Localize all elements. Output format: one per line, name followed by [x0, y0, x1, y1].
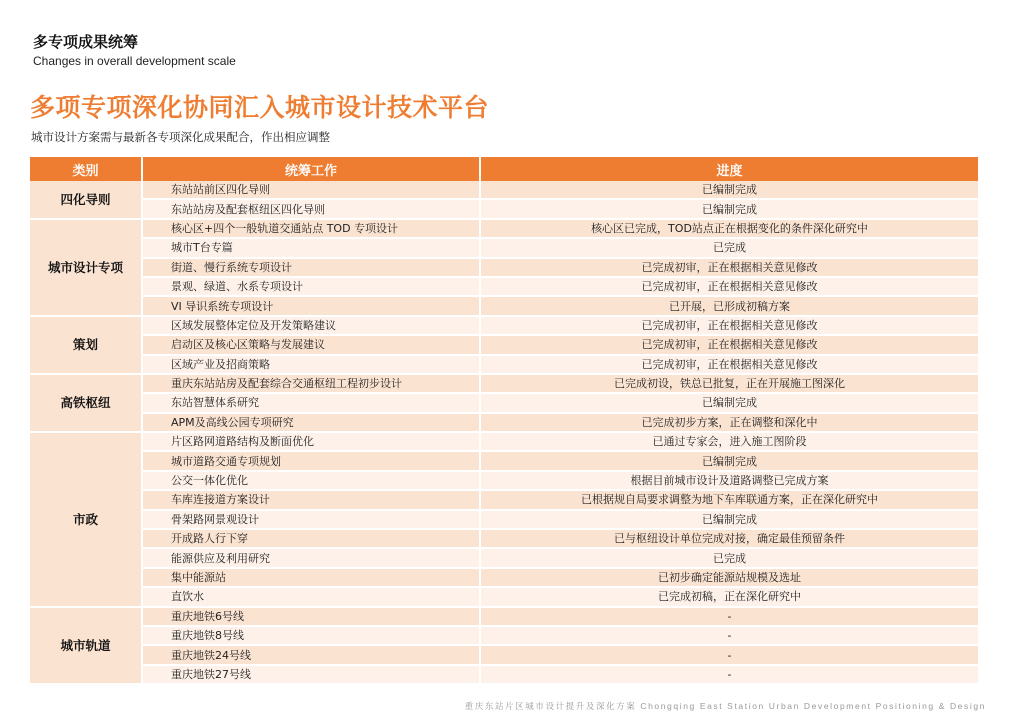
work-cell: APM及高线公园专项研究	[142, 413, 480, 432]
table-row	[30, 607, 978, 626]
work-cell: 东站智慧体系研究	[142, 393, 480, 412]
table-row	[30, 296, 978, 315]
work-cell: 街道、慢行系统专项设计	[142, 258, 480, 277]
table-row	[30, 587, 978, 606]
progress-cell: 根据目前城市设计及道路调整已完成方案	[480, 471, 978, 490]
table-row	[30, 181, 978, 199]
table-row	[30, 626, 978, 645]
column-header-progress: 进度	[480, 157, 978, 181]
category-cell: 市政	[30, 432, 142, 607]
work-cell: 城市T台专篇	[142, 238, 480, 257]
work-cell: 车库连接道方案设计	[142, 490, 480, 509]
table-row	[30, 277, 978, 296]
progress-cell: 已完成初审，正在根据相关意见修改	[480, 355, 978, 374]
table-row	[30, 355, 978, 374]
work-cell: 启动区及核心区策略与发展建议	[142, 335, 480, 354]
table-row	[30, 335, 978, 354]
progress-cell: 已完成初步方案，正在调整和深化中	[480, 413, 978, 432]
progress-cell: 已完成初审，正在根据相关意见修改	[480, 277, 978, 296]
work-cell: 重庆地铁6号线	[142, 607, 480, 626]
work-cell: 公交一体化优化	[142, 471, 480, 490]
table-row	[30, 451, 978, 470]
table-row	[30, 548, 978, 567]
progress-cell: 已初步确定能源站规模及选址	[480, 568, 978, 587]
progress-cell: 已根据规自局要求调整为地下车库联通方案，正在深化研究中	[480, 490, 978, 509]
work-cell: 集中能源站	[142, 568, 480, 587]
work-cell: 片区路网道路结构及断面优化	[142, 432, 480, 451]
work-cell: 核心区+四个一般轨道交通站点 TOD 专项设计	[142, 219, 480, 238]
work-cell: 区域产业及招商策略	[142, 355, 480, 374]
progress-cell: 已完成初审，正在根据相关意见修改	[480, 316, 978, 335]
table-row	[30, 645, 978, 664]
work-cell: 景观、绿道、水系专项设计	[142, 277, 480, 296]
work-cell: VI 导识系统专项设计	[142, 296, 480, 315]
footer-caption: 重庆东站片区城市设计提升及深化方案 Chongqing East Station Urban Development Positioning & Design	[464, 701, 986, 711]
progress-cell: 已编制完成	[480, 181, 978, 199]
work-cell: 区域发展整体定位及开发策略建议	[142, 316, 480, 335]
category-cell: 城市轨道	[30, 607, 142, 685]
work-cell: 重庆地铁24号线	[142, 645, 480, 664]
table-row	[30, 219, 978, 238]
section-subtitle-en: Changes in overall development scale	[33, 54, 236, 68]
progress-cell: 已完成	[480, 238, 978, 257]
progress-cell: 已与枢纽设计单位完成对接，确定最佳预留条件	[480, 529, 978, 548]
progress-cell: 已完成初设，铁总已批复，正在开展施工图深化	[480, 374, 978, 393]
table-body	[30, 181, 978, 684]
table-row	[30, 529, 978, 548]
category-cell: 高铁枢纽	[30, 374, 142, 432]
progress-cell: -	[480, 665, 978, 684]
work-cell: 东站站房及配套枢纽区四化导则	[142, 199, 480, 218]
work-cell: 骨架路网景观设计	[142, 510, 480, 529]
progress-cell: 已完成初审，正在根据相关意见修改	[480, 258, 978, 277]
progress-cell: 已编制完成	[480, 199, 978, 218]
subtitle: 城市设计方案需与最新各专项深化成果配合，作出相应调整	[31, 130, 330, 144]
progress-cell: -	[480, 626, 978, 645]
column-header-work: 统筹工作	[142, 157, 480, 181]
table-row	[30, 471, 978, 490]
progress-cell: 已通过专家会，进入施工图阶段	[480, 432, 978, 451]
category-cell: 策划	[30, 316, 142, 374]
category-cell: 四化导则	[30, 181, 142, 219]
work-cell: 开成路人行下穿	[142, 529, 480, 548]
work-cell: 直饮水	[142, 587, 480, 606]
table-row	[30, 510, 978, 529]
work-cell: 能源供应及利用研究	[142, 548, 480, 567]
work-cell: 重庆东站站房及配套综合交通枢纽工程初步设计	[142, 374, 480, 393]
category-cell: 城市设计专项	[30, 219, 142, 316]
table-row	[30, 374, 978, 393]
progress-cell: 已编制完成	[480, 451, 978, 470]
column-header-category: 类别	[30, 157, 142, 181]
progress-cell: -	[480, 607, 978, 626]
progress-cell: 已完成	[480, 548, 978, 567]
table-row	[30, 258, 978, 277]
table-header-row	[30, 157, 978, 181]
progress-table	[30, 157, 978, 685]
table-row	[30, 316, 978, 335]
section-title: 多专项成果统筹	[33, 33, 139, 51]
table-row	[30, 238, 978, 257]
table-row	[30, 393, 978, 412]
table-row	[30, 413, 978, 432]
work-cell: 城市道路交通专项规划	[142, 451, 480, 470]
main-title: 多项专项深化协同汇入城市设计技术平台	[30, 93, 490, 122]
work-cell: 重庆地铁8号线	[142, 626, 480, 645]
table-row	[30, 665, 978, 684]
progress-cell: 已完成初审，正在根据相关意见修改	[480, 335, 978, 354]
table-row	[30, 199, 978, 218]
progress-cell: 已编制完成	[480, 510, 978, 529]
progress-cell: -	[480, 645, 978, 664]
table-row	[30, 490, 978, 509]
progress-cell: 已开展，已形成初稿方案	[480, 296, 978, 315]
progress-cell: 核心区已完成，TOD站点正在根据变化的条件深化研究中	[480, 219, 978, 238]
work-cell: 重庆地铁27号线	[142, 665, 480, 684]
table-row	[30, 568, 978, 587]
progress-cell: 已完成初稿，正在深化研究中	[480, 587, 978, 606]
progress-cell: 已编制完成	[480, 393, 978, 412]
table-row	[30, 432, 978, 451]
work-cell: 东站站前区四化导则	[142, 181, 480, 199]
